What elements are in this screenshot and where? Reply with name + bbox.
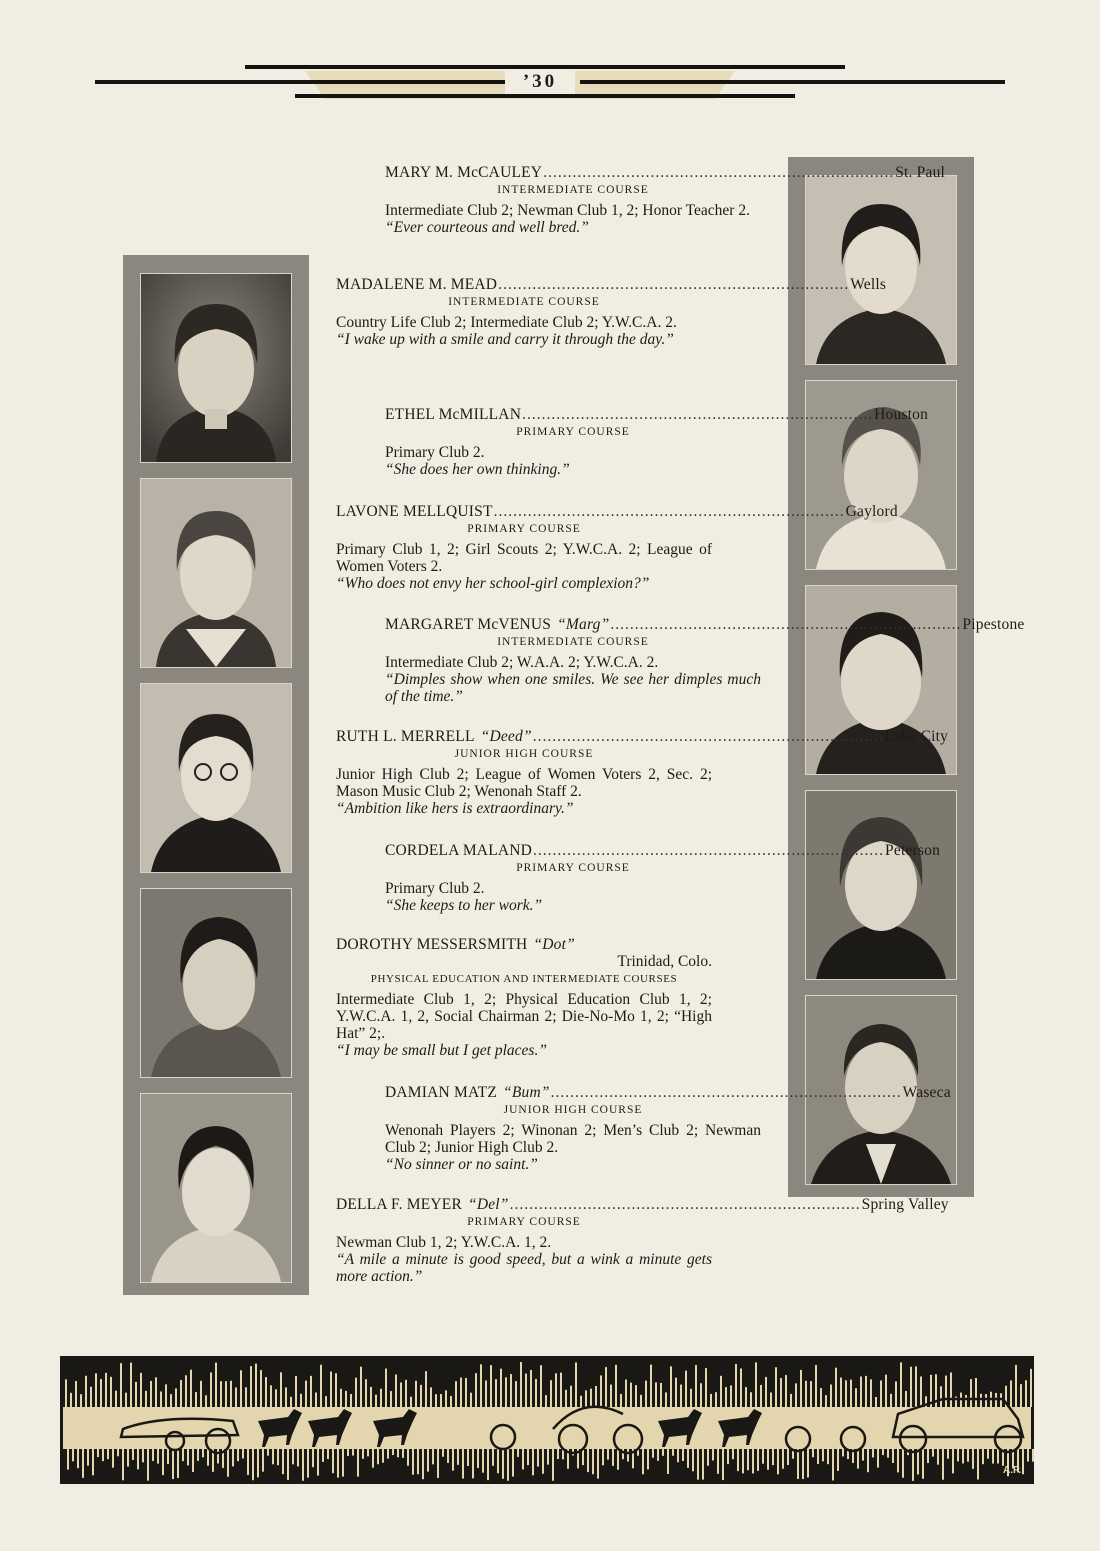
student-town: Spring Valley [861,1196,949,1213]
student-nickname: “Marg” [557,616,610,633]
student-name: MARY M. McCAULEY [385,164,543,181]
student-quote: “I wake up with a smile and carry it through the day.” [336,331,674,348]
student-course: INTERMEDIATE COURSE [497,184,649,196]
student-activities: Newman Club 1, 2; Y.W.C.A. 1, 2. [336,1234,552,1251]
student-course: PRIMARY COURSE [516,862,630,874]
student-quote: “No sinner or no saint.” [385,1156,538,1173]
student-town: Peterson [885,842,941,859]
student-quote: “I may be small but I get places.” [336,1042,547,1059]
right-photo-strip [788,157,974,1197]
student-activities: Primary Club 1, 2; Girl Scouts 2; Y.W.C.A. 2; League of Women Voters 2. [336,541,712,575]
student-course: JUNIOR HIGH COURSE [454,748,594,760]
student-course: PRIMARY COURSE [516,426,630,438]
student-town: Gaylord [845,503,898,520]
page-year: ’30 [505,70,575,94]
student-course: JUNIOR HIGH COURSE [503,1104,643,1116]
student-town: Lake City [884,728,949,745]
student-town: Pipestone [962,616,1025,633]
header-rule-right [580,80,1005,84]
student-quote: “Ever courteous and well bred.” [385,219,589,236]
student-name: RUTH L. MERRELL [336,728,475,745]
student-quote: “A mile a minute is good speed, but a wink a minute gets more action.” [336,1251,712,1285]
student-entry [385,842,941,914]
student-nickname: “Del” [468,1196,509,1213]
student-quote: “She keeps to her work.” [385,897,543,914]
student-quote: “Ambition like hers is extraordinary.” [336,800,574,817]
student-quote: “She does her own thinking.” [385,461,570,478]
dot-leader: ........................................................................ [509,1196,861,1213]
dot-leader: ........................................................................ [493,503,845,520]
student-activities: Intermediate Club 1, 2; Physical Education Club 1, 2; Y.W.C.A. 1, 2, Social Chairman 2; Die-No-Mo 1, 2; “High Hat” 2;. [336,991,712,1042]
student-activities: Wenonah Players 2; Winonan 2; Men’s Club 2; Newman Club 2; Junior High Club 2. [385,1122,761,1156]
student-activities: Intermediate Club 2; W.A.A. 2; Y.W.C.A. 2. [385,654,659,671]
student-course: INTERMEDIATE COURSE [448,296,600,308]
left-photo-strip [123,255,309,1295]
student-entry [385,406,929,478]
header-rule-top [245,65,845,69]
student-entry [336,728,949,817]
student-activities: Primary Club 2. [385,880,485,897]
student-activities: Intermediate Club 2; Newman Club 1, 2; Honor Teacher 2. [385,202,750,219]
portrait-photo [140,1093,292,1283]
student-name: MADALENE M. MEAD [336,276,498,293]
dot-leader: ........................................................................ [543,164,895,181]
student-quote: “Who does not envy her school-girl complexion?” [336,575,650,592]
student-entry [336,276,887,348]
dot-leader: ........................................................................ [533,842,885,859]
dot-leader: ........................................................................ [498,276,850,293]
student-course: PRIMARY COURSE [467,1216,581,1228]
student-name: ETHEL McMILLAN [385,406,522,423]
student-activities: Country Life Club 2; Intermediate Club 2; Y.W.C.A. 2. [336,314,677,331]
student-nickname: “Bum” [503,1084,550,1101]
student-quote: “Dimples show when one smiles. We see her dimples much of the time.” [385,671,761,705]
portrait-photo [140,888,292,1078]
dot-leader: ........................................................................ [532,728,884,745]
student-nickname: “Deed” [480,728,532,745]
student-name: CORDELA MALAND [385,842,533,859]
dot-leader: ........................................................................ [522,406,874,423]
student-town: St. Paul [895,164,946,181]
decorative-frieze [60,1356,1034,1484]
portrait-photo [140,478,292,668]
dot-leader: ........................................................................ [550,1084,902,1101]
portrait-photo [805,790,957,980]
student-course: PRIMARY COURSE [467,523,581,535]
student-town: Wells [850,276,887,293]
student-name: DOROTHY MESSERSMITH [336,936,528,953]
student-entry [385,164,946,236]
student-entry [336,936,712,1059]
portrait-photo [805,585,957,775]
student-town: Trinidad, Colo. [617,953,712,970]
student-activities: Primary Club 2. [385,444,485,461]
student-entry [336,503,898,592]
portrait-photo [140,683,292,873]
header-rule-bottom [295,94,795,98]
artist-signature: A.P. [1003,1465,1022,1476]
student-course: INTERMEDIATE COURSE [497,636,649,648]
student-course: PHYSICAL EDUCATION AND INTERMEDIATE COURSES [370,973,678,985]
portrait-photo [140,273,292,463]
student-entry [336,1196,949,1285]
dot-leader: ........................................................................ [610,616,962,633]
student-town: Waseca [902,1084,951,1101]
student-nickname: “Dot” [533,936,575,953]
student-activities: Junior High Club 2; League of Women Voters 2, Sec. 2; Mason Music Club 2; Wenonah Staff 2. [336,766,712,800]
header-rule-left [95,80,505,84]
student-name: LAVONE MELLQUIST [336,503,493,520]
student-name: DAMIAN MATZ [385,1084,497,1101]
student-name: DELLA F. MEYER [336,1196,462,1213]
portrait-photo [805,175,957,365]
student-town: Houston [874,406,929,423]
student-entry [385,616,1025,705]
student-name: MARGARET McVENUS [385,616,552,633]
student-entry [385,1084,951,1173]
